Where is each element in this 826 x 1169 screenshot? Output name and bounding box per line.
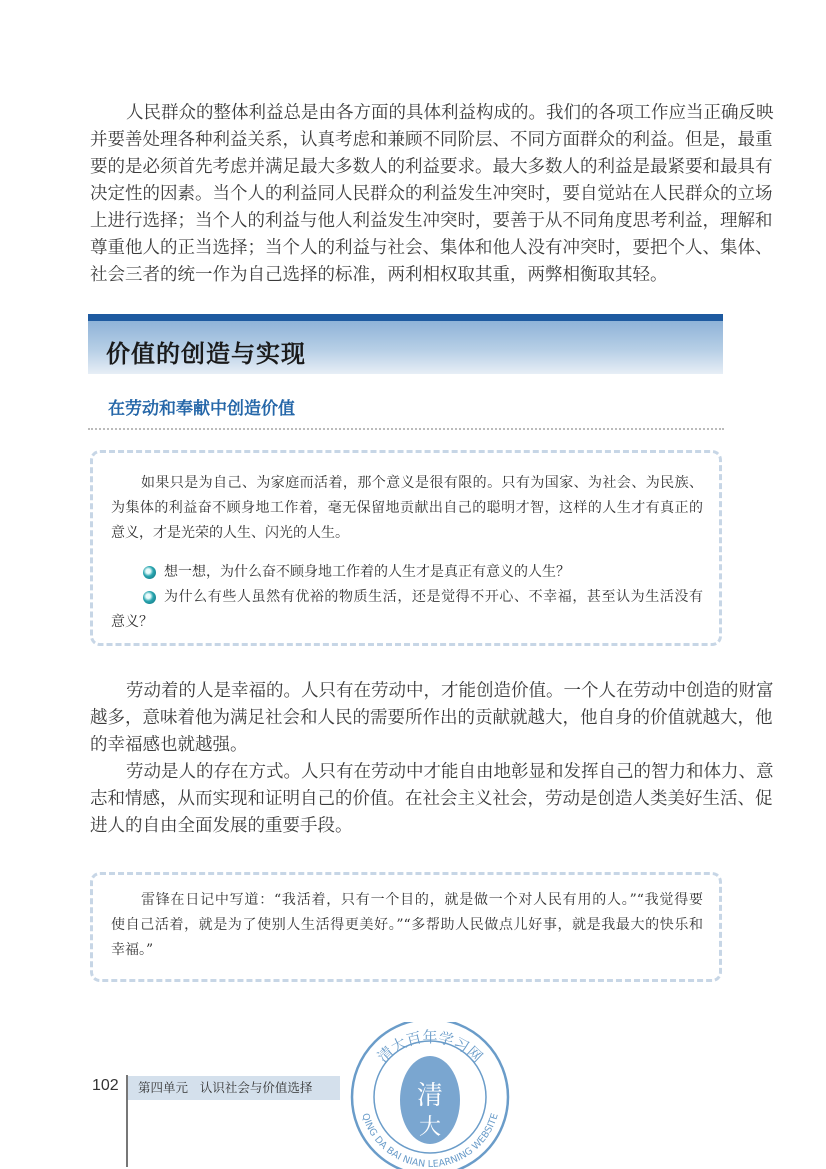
bullet-icon [143, 591, 156, 604]
body-paragraph [90, 678, 774, 840]
bullet-icon [143, 566, 156, 579]
dotted-divider [88, 428, 724, 430]
text-line: 社会三者的统一作为自己选择的标准，两利相权取其重，两弊相衡取其轻。 [90, 265, 668, 285]
section-header-band [88, 314, 723, 374]
question-text: 为什么有些人虽然有优裕的物质生活，还是觉得不开心、不幸福，甚至认为生活没有 [164, 589, 703, 605]
section-title: 价值的创造与实现 [106, 339, 306, 368]
watermark-stamp-icon [345, 1022, 515, 1169]
text-line: 要的是必须首先考虑并满足最大多数人的利益要求。最大多数人的利益是最紧要和最具有 [90, 157, 773, 177]
svg-text:大: 大 [418, 1115, 442, 1140]
text-line: 雷锋在日记中写道：“我活着，只有一个目的，就是做一个对人民有用的人。”“我觉得要 [141, 892, 703, 908]
intro-paragraph [90, 100, 774, 289]
text-line: 幸福。” [111, 942, 154, 958]
text-line: 志和情感，从而实现和证明自己的价值。在社会主义社会，劳动是创造人类美好生活、促 [90, 789, 773, 809]
text-line: 尊重他人的正当选择；当个人的利益与社会、集体和他人没有冲突时，要把个人、集体、 [90, 238, 773, 258]
text-line: 为集体的利益奋不顾身地工作着，毫无保留地贡献出自己的聪明才智，这样的人生才有真正的 [111, 500, 703, 516]
text-line: 使自己活着，就是为了使别人生活得更美好。”“多帮助人民做点儿好事，就是我最大的快乐和 [111, 917, 703, 933]
page-number: 102 [92, 1077, 119, 1094]
text-line: 的幸福感也就越强。 [90, 735, 248, 755]
text-line: 如果只是为自己、为家庭而活着，那个意义是很有限的。只有为国家、为社会、为民族、 [141, 475, 703, 491]
text-line: 并要善处理各种利益关系，认真考虑和兼顾不同阶层、不同方面群众的利益。但是，最重 [90, 130, 773, 150]
quote-box [90, 872, 722, 982]
svg-text:QING DA BAI NIAN LEARNING WEBS: QING DA BAI NIAN LEARNING WEBSITE [359, 1112, 501, 1169]
question-item [111, 560, 703, 585]
text-line: 劳动着的人是幸福的。人只有在劳动中，才能创造价值。一个人在劳动中创造的财富 [126, 681, 774, 701]
svg-text:清: 清 [416, 1081, 444, 1111]
text-line: 决定性的因素。当个人的利益同人民群众的利益发生冲突时，要自觉站在人民群众的立场 [90, 184, 773, 204]
subsection-title: 在劳动和奉献中创造价值 [108, 399, 295, 419]
question-text: 意义？ [111, 614, 153, 630]
text-line: 越多，意味着他为满足社会和人民的需要所作出的贡献就越大，他自身的价值就越大，他 [90, 708, 773, 728]
svg-text:清大百年学习网: 清大百年学习网 [373, 1028, 487, 1067]
text-line: 劳动是人的存在方式。人只有在劳动中才能自由地彰显和发挥自己的智力和体力、意 [126, 762, 774, 782]
text-line: 进人的自由全面发展的重要手段。 [90, 816, 353, 836]
unit-label: 第四单元 认识社会与价值选择 [128, 1076, 340, 1100]
reading-box [90, 450, 722, 646]
text-line: 意义，才是光荣的人生、闪光的人生。 [111, 525, 349, 541]
text-line: 人民群众的整体利益总是由各方面的具体利益构成的。我们的各项工作应当正确反映 [126, 103, 774, 123]
text-line: 上进行选择；当个人的利益与他人利益发生冲突时，要善于从不同角度思考利益，理解和 [90, 211, 773, 231]
question-item [111, 585, 703, 610]
question-text: 想一想，为什么奋不顾身地工作着的人生才是真正有意义的人生？ [164, 564, 570, 580]
